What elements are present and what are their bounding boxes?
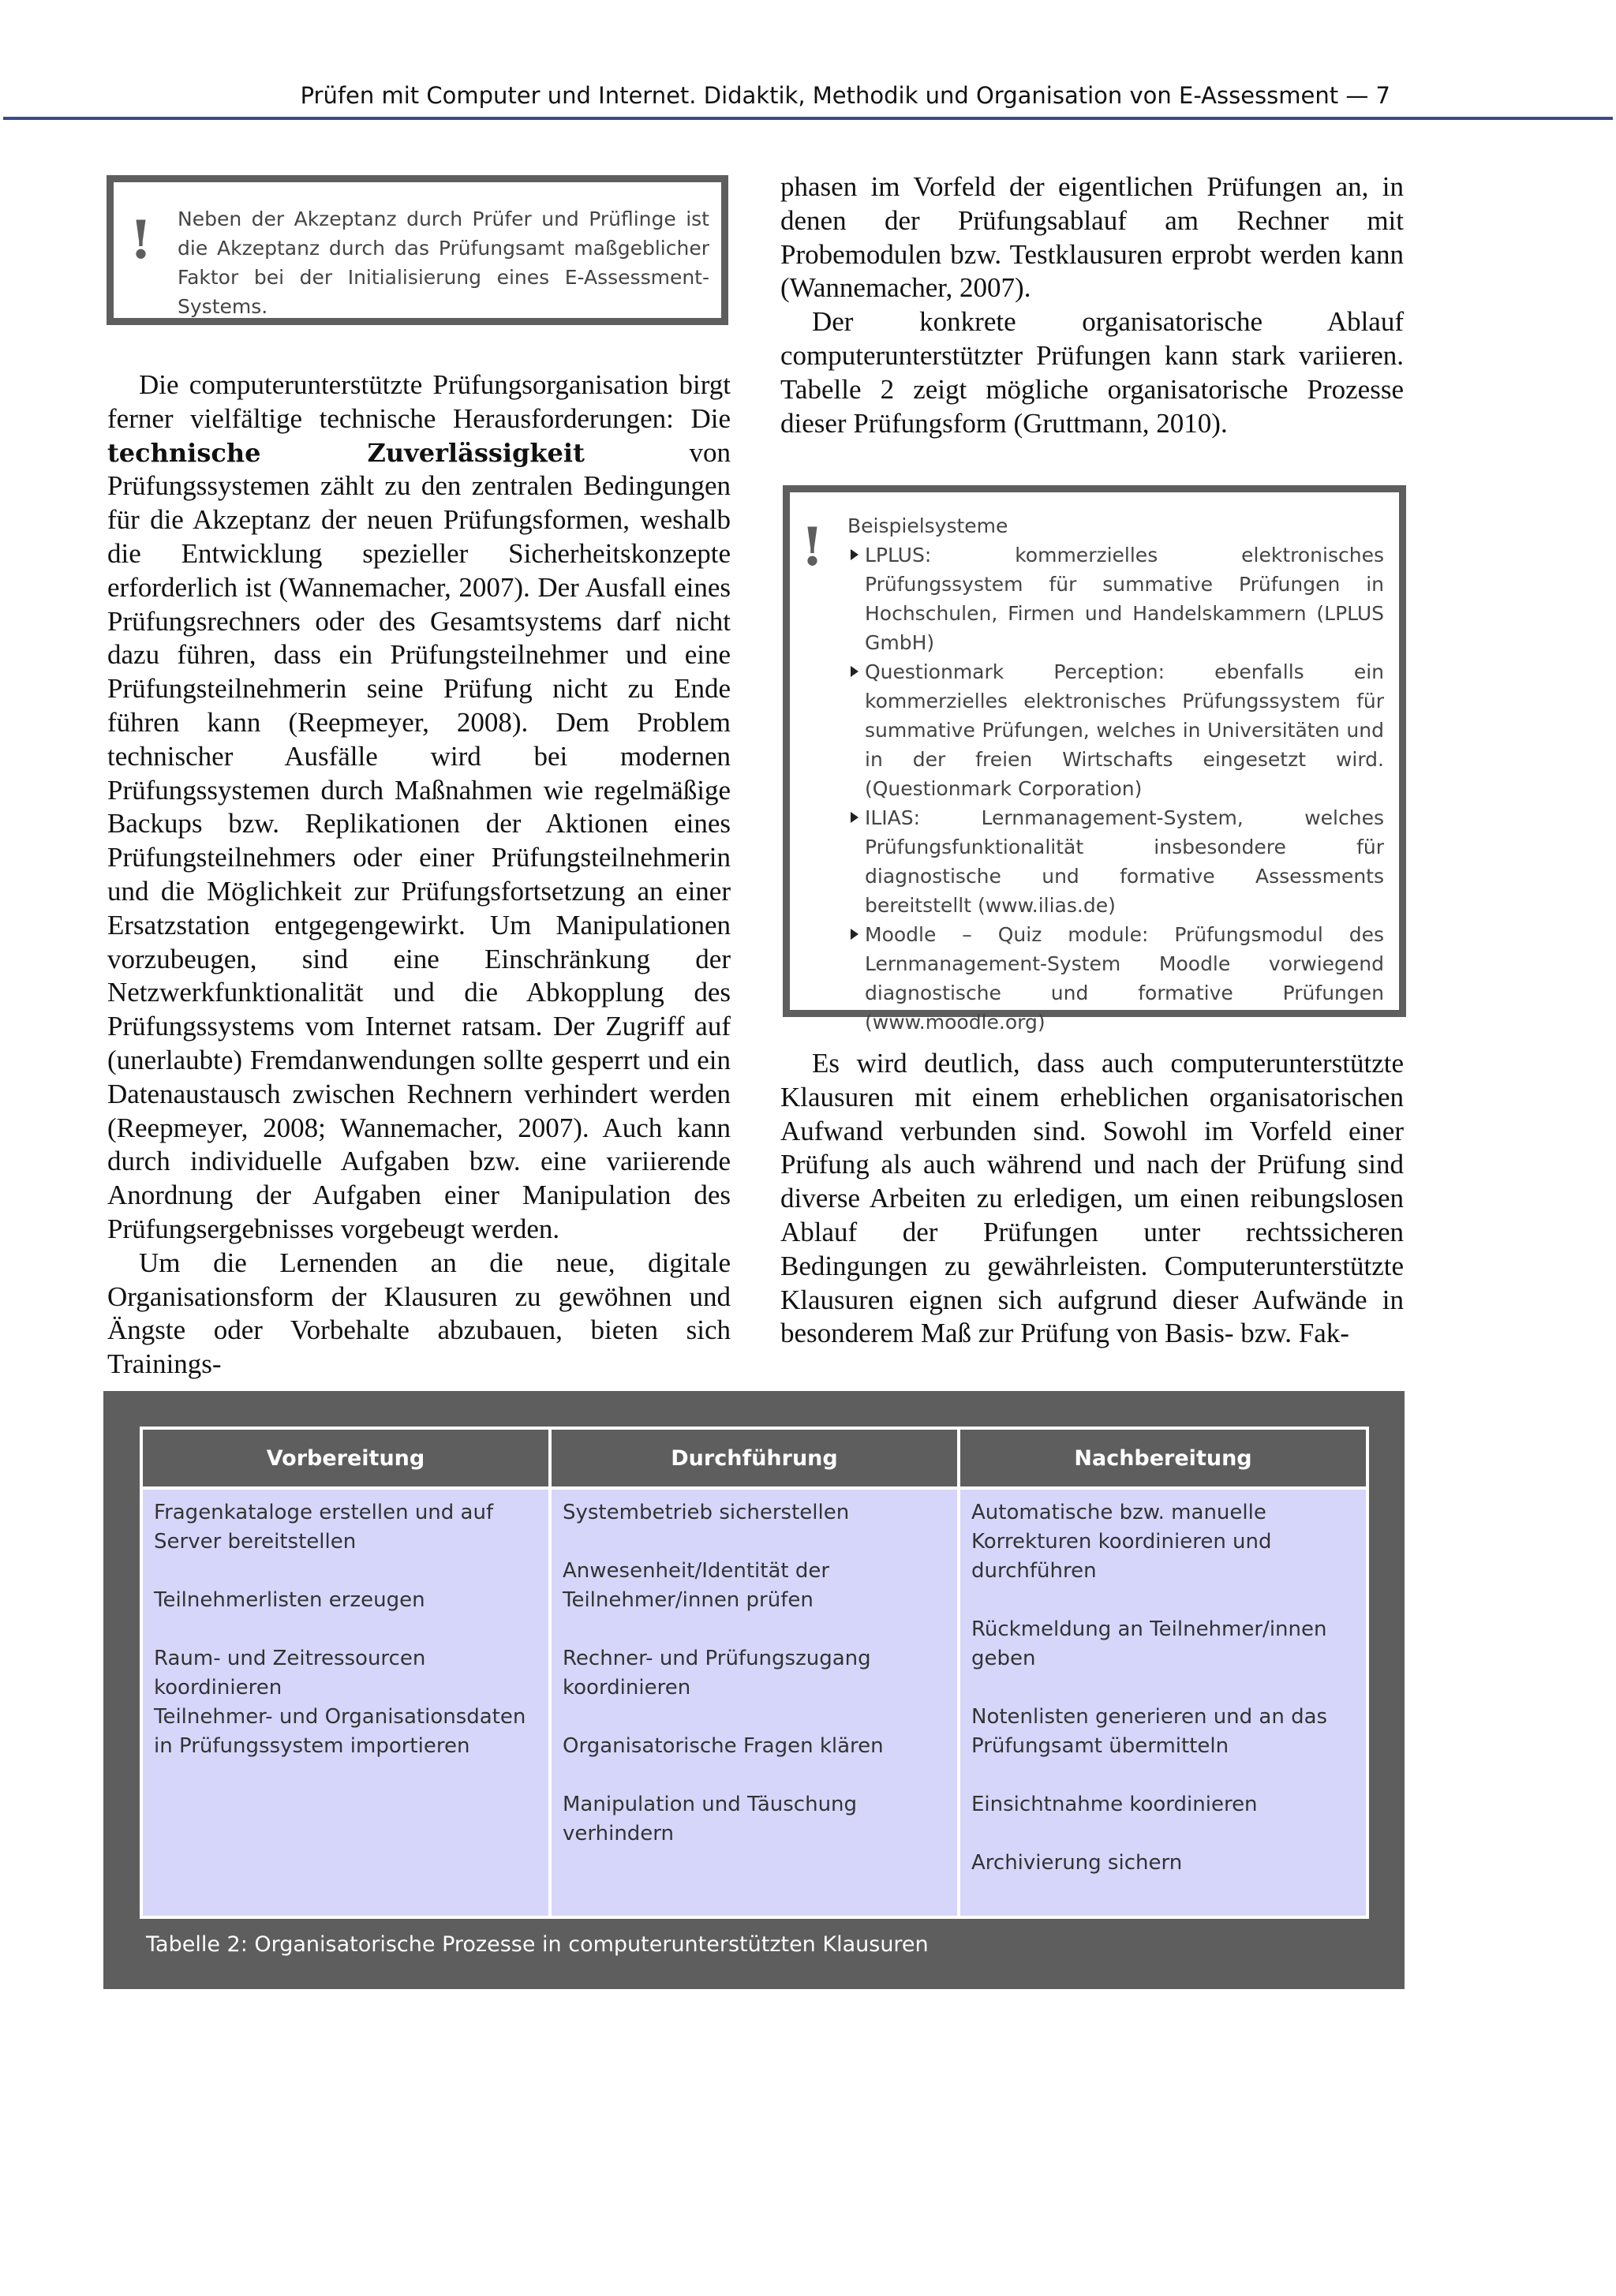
table-figure	[103, 1391, 1405, 1989]
table-cell-preparation	[141, 1488, 550, 1917]
paragraph-technical-reliability	[107, 368, 731, 1247]
paragraph-text: Die computerunterstützte Prüfungsorganisation birgt ferner vielfältige technische Herausforderungen: Die	[107, 369, 731, 434]
table-header-execution: Durchführung	[550, 1428, 959, 1488]
table-item: Rechner- und Prüfungszugang koordinieren	[563, 1647, 871, 1700]
table-item: Teilnehmerlisten erzeugen	[154, 1588, 425, 1612]
table-cell-follow-up	[959, 1488, 1367, 1917]
paragraph-training: Um die Lernenden an die neue, digitale Organisationsform der Klausuren zu gewöhnen und Ängste oder Vorbehalte abzubauen, bieten sich Trainings-	[107, 1247, 731, 1380]
table-item: Archivierung sichern	[971, 1851, 1183, 1875]
header-rule	[3, 117, 1613, 120]
table-item: Fragenkataloge erstellen und auf Server bereitstellen	[154, 1501, 494, 1554]
right-column-bottom	[780, 1047, 1404, 1351]
paragraph-training-cont: phasen im Vorfeld der eigentlichen Prüfungen an, in denen der Prüfungsablauf am Rechner mit Probemodulen bzw. Testklausuren erprobt werden kann (Wannemacher, 2007).	[780, 171, 1404, 304]
list-item: ILIAS: Lernmanagement-System, welches Prüfungsfunktionalität insbesondere für diagnostische und formative Assessments bereitstellt (www.ilias.de)	[847, 803, 1384, 920]
example-systems-title: Beispielsysteme	[847, 514, 1008, 537]
table-item: Notenlisten generieren und an das Prüfungsamt übermitteln	[971, 1705, 1328, 1758]
table-caption: Tabelle 2: Organisatorische Prozesse in computerunterstützten Klausuren	[146, 1932, 929, 1957]
example-systems-content	[847, 511, 1384, 1037]
list-item: Questionmark Perception: ebenfalls ein kommerzielles elektronisches Prüfungssystem für summative Prüfungen, welches in Universitäten und in der freien Wirtschafts eingesetzt wird. (Questionmark Corporation)	[847, 657, 1384, 803]
paragraph-process: Der konkrete organisatorische Ablauf computerunterstützter Prüfungen kann stark variieren. Tabelle 2 zeigt mögliche organisatorische Prozesse dieser Prüfungsform (Gruttmann, 2010).	[780, 306, 1404, 439]
process-table	[140, 1427, 1369, 1919]
table-item: Einsichtnahme koordinieren	[971, 1793, 1258, 1816]
example-systems-list	[847, 540, 1384, 1037]
list-item: Moodle – Quiz module: Prüfungsmodul des Lernmanagement-System Moodle vorwiegend diagnostische und formative Prüfungen (www.moodle.org)	[847, 920, 1384, 1037]
bold-term: technische Zuverlässigkeit	[107, 437, 585, 468]
example-systems-box	[783, 485, 1406, 1034]
paragraph-text: von Prüfungssystemen zählt zu den zentralen Bedingungen für die Akzeptanz der neuen Prüfungsformen, weshalb die Entwicklung spezieller Sicherheitskonzepte erforderlich ist (Wannemacher, 2007). Der Ausfall eines Prüfungsrechners oder des Gesamtsystems darf nicht dazu führen, dass ein Prüfungsteilnehmer und eine Prüfungsteilnehmerin seine Prüfung nicht zu Ende führen kann (Reepmeyer, 2008). Dem Problem technischer Ausfälle wird bei modernen Prüfungssystemen durch Maßnahmen wie regelmäßige Backups bzw. Replikationen der Aktionen eines Prüfungsteilnehmers oder einer Prüfungsteilnehmerin und die Möglichkeit zur Prüfungsfortsetzung an einer Ersatzstation entgegengewirkt. Um Manipulationen vorzubeugen, sind eine Einschränkung der Netzwerkfunktionalität und die Abkopplung des Prüfungssystems vom Internet ratsam. Der Zugriff auf (unerlaubte) Fremdanwendungen sollte gesperrt und ein Datenaustausch zwischen Rechnern verhindert werden (Reepmeyer, 2008; Wannemacher, 2007). Auch kann durch individuelle Aufgaben bzw. eine variierende Anordnung der Aufgaben einer Manipulation des Prüfungsergebnisses vorgebeugt werden.	[107, 436, 731, 1244]
exclamation-icon: !	[129, 209, 152, 271]
table-item: Systembetrieb sicherstellen	[563, 1501, 850, 1524]
table-item: Automatische bzw. manuelle Korrekturen koordinieren und durchführen	[971, 1501, 1272, 1583]
table-row	[141, 1488, 1367, 1917]
table-item: Anwesenheit/Identität der Teilnehmer/innen prüfen	[563, 1559, 830, 1612]
table-item: Teilnehmer- und Organisationsdaten in Prüfungssystem importieren	[154, 1705, 526, 1758]
table-item: Raum- und Zeitressourcen koordinieren	[154, 1647, 426, 1700]
table-item: Manipulation und Täuschung verhindern	[563, 1793, 858, 1845]
exclamation-icon: !	[801, 516, 824, 578]
acceptance-note-text: Neben der Akzeptanz durch Prüfer und Prüflinge ist die Akzeptanz durch das Prüfungsamt maßgeblicher Faktor bei der Initialisierung eines E-Assessment-Systems.	[178, 208, 709, 318]
right-column-top	[780, 170, 1404, 440]
acceptance-note-box	[107, 175, 728, 325]
table-item: Rückmeldung an Teilnehmer/innen geben	[971, 1617, 1327, 1670]
running-header: Prüfen mit Computer und Internet. Didaktik, Methodik und Organisation von E-Assessment — 7	[300, 82, 1390, 109]
paragraph-effort: Es wird deutlich, dass auch computerunterstützte Klausuren mit einem erheblichen organisatorischen Aufwand verbunden sind. Sowohl im Vorfeld einer Prüfung als auch während und nach der Prüfung sind diverse Arbeiten zu erledigen, um einen reibungslosen Ablauf der Prüfungen unter rechtssicheren Bedingungen zu gewährleisten. Computerunterstützte Klausuren eignen sich aufgrund dieser Aufwände in besonderem Maß zur Prüfung von Basis- bzw. Fak-	[780, 1048, 1404, 1349]
table-cell-execution	[550, 1488, 959, 1917]
table-header-follow-up: Nachbereitung	[959, 1428, 1367, 1488]
table-header-preparation: Vorbereitung	[141, 1428, 550, 1488]
left-column	[107, 368, 731, 1382]
list-item: LPLUS: kommerzielles elektronisches Prüfungssystem für summative Prüfungen in Hochschulen, Firmen und Handelskammern (LPLUS GmbH)	[847, 540, 1384, 657]
table-item: Organisatorische Fragen klären	[563, 1734, 884, 1758]
